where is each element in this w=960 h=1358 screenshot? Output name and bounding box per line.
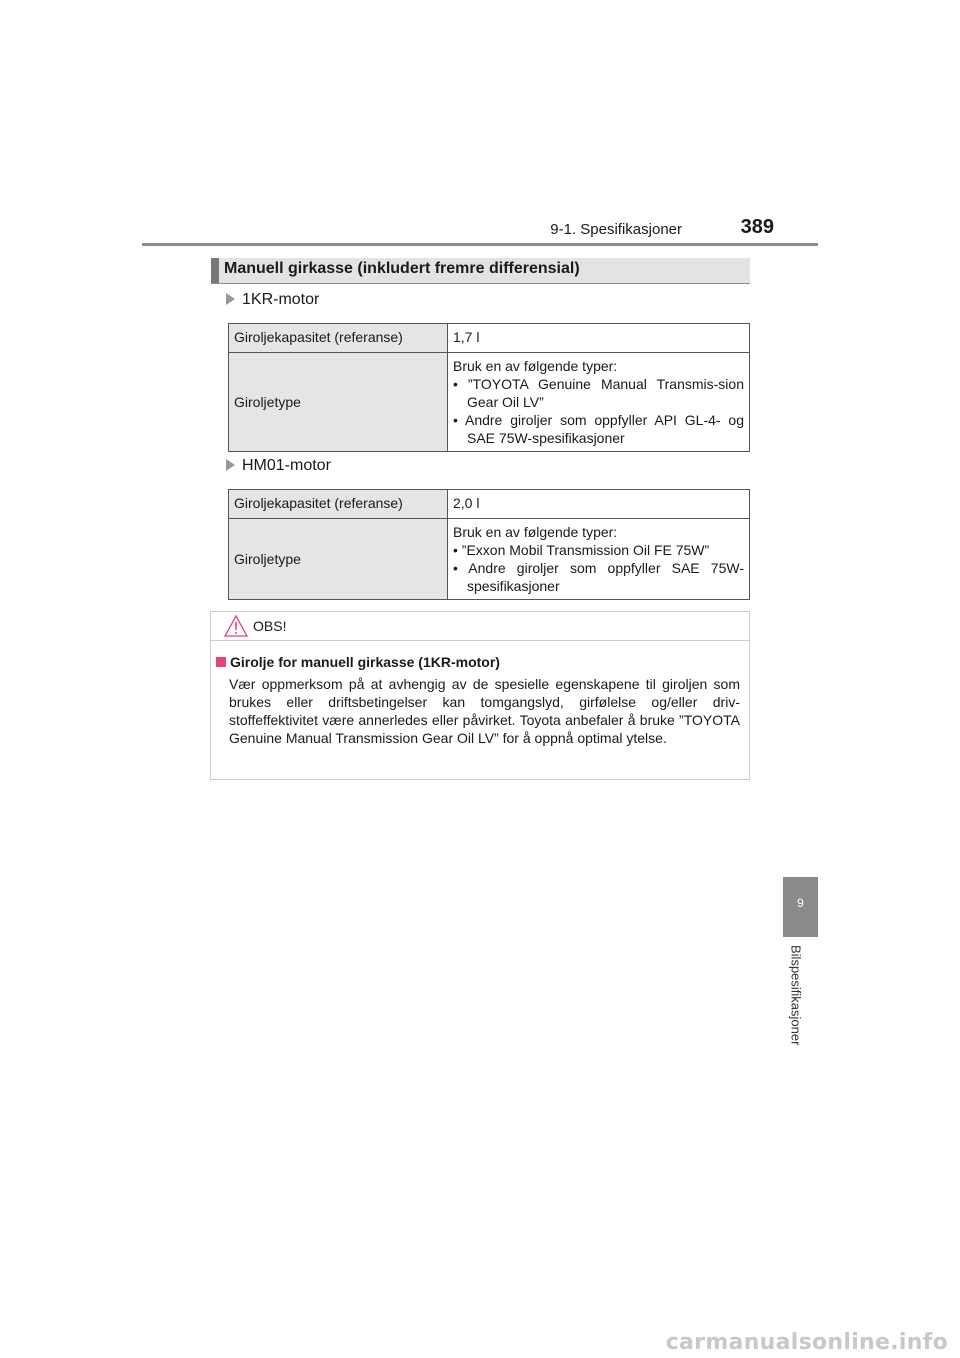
notice-title-text: Girolje for manuell girkasse (1KR-motor) (230, 654, 500, 670)
type-item: • Andre giroljer som oppfyller API GL-4- og SAE 75W-spesifikasjoner (453, 412, 744, 446)
section-heading-title: Manuell girkasse (inkludert fremre differensial) (224, 260, 580, 277)
type-item: • Andre giroljer som oppfyller SAE 75W-spesifikasjoner (453, 560, 744, 594)
capacity-label-cell: Giroljekapasitet (referanse) (229, 324, 448, 353)
table-row (229, 490, 750, 519)
watermark (0, 1330, 960, 1355)
engine-2-name: HM01-motor (242, 457, 331, 474)
section-heading-accent (211, 258, 219, 283)
page-number: 389 (740, 216, 774, 238)
type-label-cell: Giroljetype (229, 519, 448, 600)
capacity-value-cell: 1,7 l (448, 324, 750, 353)
triangle-bullet-icon (226, 459, 235, 471)
notice-header (211, 612, 749, 641)
notice-title (216, 654, 500, 670)
header-section-title: 9-1. Spesifikasjoner (550, 221, 682, 238)
chapter-label (776, 945, 816, 1065)
notice-box (210, 611, 750, 780)
type-intro: Bruk en av følgende typer: (453, 524, 618, 540)
chapter-tab (783, 877, 818, 937)
notice-label: OBS! (253, 618, 287, 634)
type-value-cell (448, 519, 750, 600)
warning-triangle-icon (224, 615, 248, 637)
table-row (229, 324, 750, 353)
triangle-bullet-icon (226, 293, 235, 305)
engine-1-heading (226, 291, 319, 309)
type-item: • ”Exxon Mobil Transmission Oil FE 75W” (453, 542, 710, 558)
engine-1-name: 1KR-motor (242, 291, 320, 308)
type-value-cell (448, 353, 750, 452)
capacity-label-cell: Giroljekapasitet (referanse) (229, 490, 448, 519)
watermark-text: carmanualsonline.info (665, 1330, 948, 1355)
engine-1-spec-table (228, 323, 750, 452)
header-divider (142, 243, 818, 246)
section-heading-bar (211, 258, 750, 284)
type-intro: Bruk en av følgende typer: (453, 358, 618, 374)
engine-2-heading (226, 457, 331, 475)
table-row (229, 519, 750, 600)
capacity-value-cell: 2,0 l (448, 490, 750, 519)
chapter-number: 9 (797, 896, 804, 910)
square-bullet-icon (216, 657, 226, 667)
engine-2-spec-table (228, 489, 750, 600)
table-row (229, 353, 750, 452)
type-label-cell: Giroljetype (229, 353, 448, 452)
type-item: • ”TOYOTA Genuine Manual Transmis-sion Gear Oil LV” (453, 376, 744, 410)
notice-body: Vær oppmerksom på at avhengig av de spesielle egenskapene til giroljen som brukes eller driftsbetingelser kan tomgangslyd, girfølelse og/eller driv-stoffeffektivitet være annerledes eller påvirket. Toyota anbefaler å bruke ”TOYOTA Genuine Manual Transmission Gear Oil LV” for å oppnå optimal ytelse. (229, 676, 740, 746)
chapter-label-text: Bilspesifikasjoner (788, 945, 804, 1046)
